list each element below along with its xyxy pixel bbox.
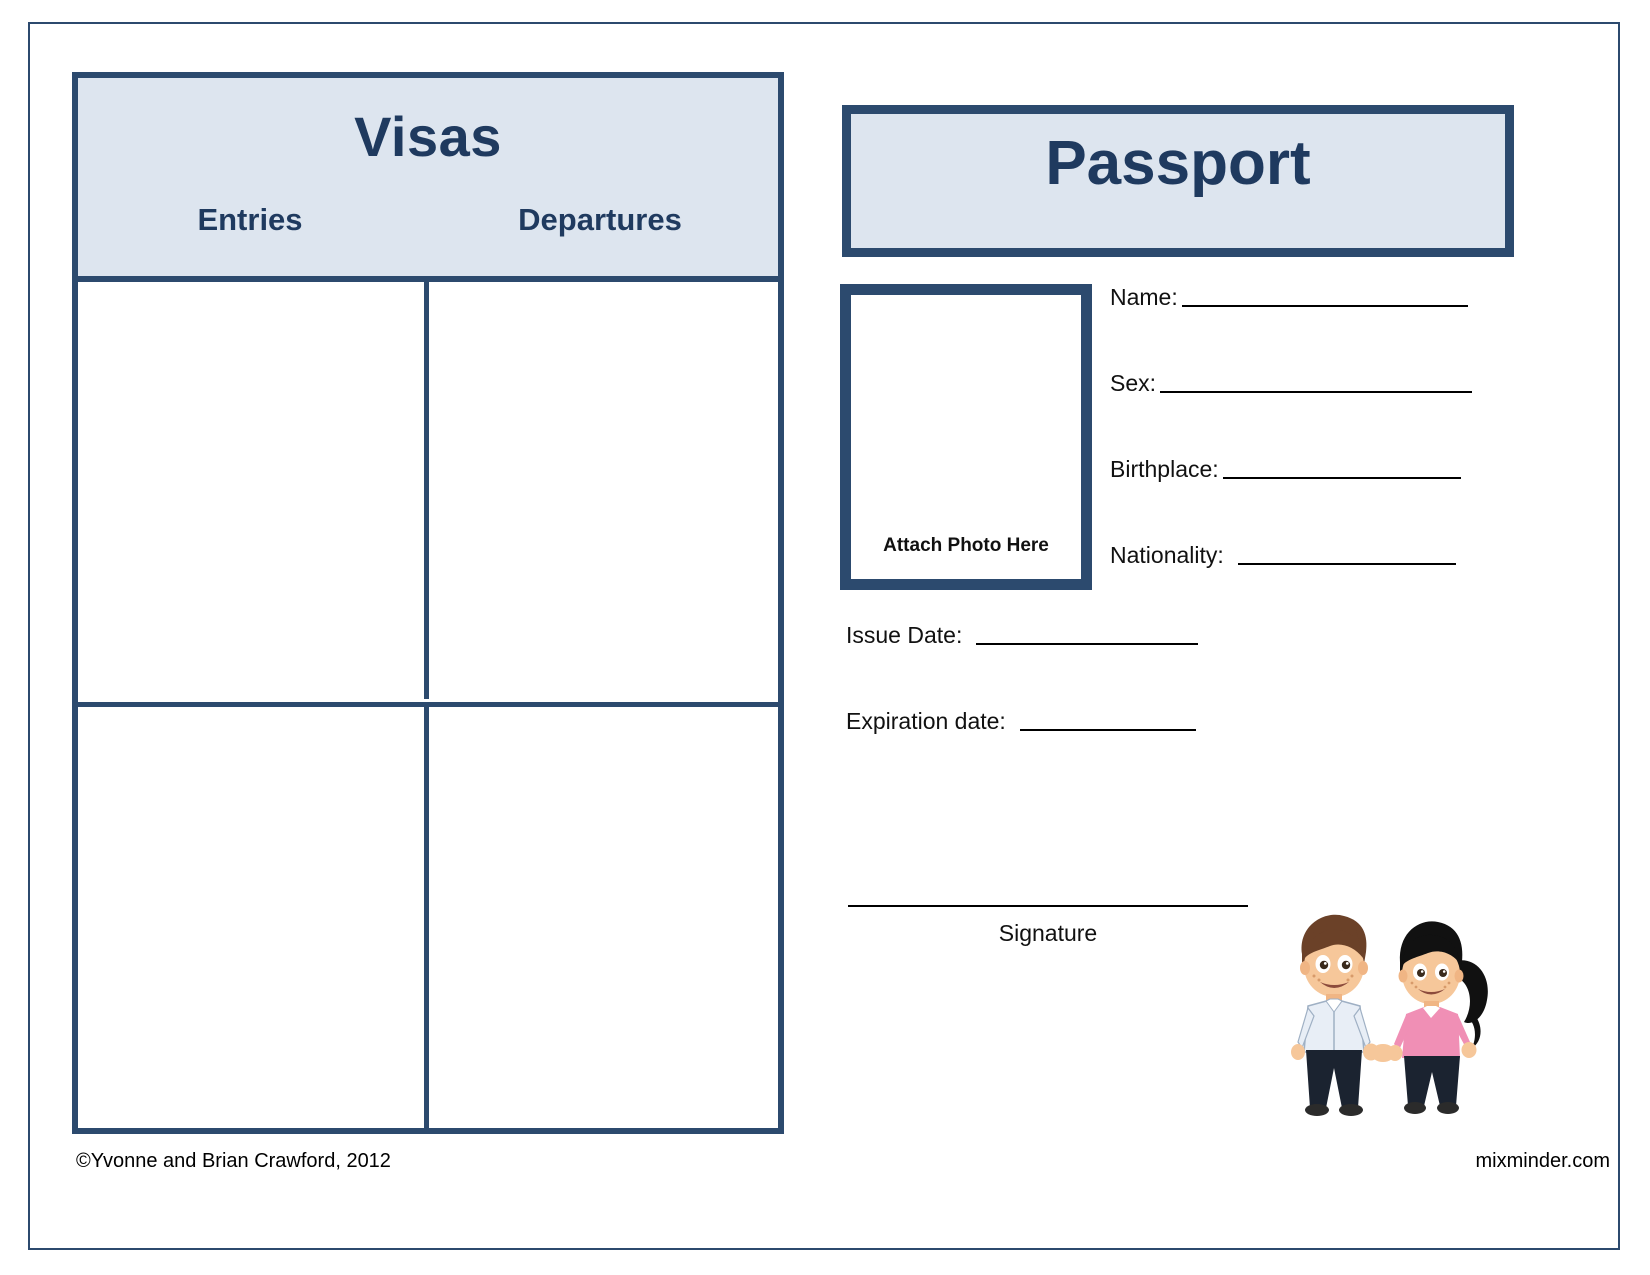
visas-cell-departure-2[interactable]: [434, 714, 778, 1126]
visas-grid-divider-notch: [424, 699, 464, 702]
field-expiration-date[interactable]: [846, 708, 1196, 735]
field-name-label: Name:: [1110, 284, 1178, 310]
visas-cell-departure-1[interactable]: [434, 288, 778, 696]
field-issue-date[interactable]: [846, 622, 1198, 649]
field-sex[interactable]: [1110, 370, 1472, 397]
field-sex-label: Sex:: [1110, 370, 1157, 396]
two-children-holding-hands-icon: [1268, 902, 1498, 1122]
visas-column-header-entries: Entries: [197, 202, 303, 237]
field-birthplace-rule: [1223, 476, 1461, 479]
field-name[interactable]: [1110, 284, 1468, 311]
visas-title: Visas: [354, 105, 502, 168]
field-nationality-rule: [1238, 562, 1456, 565]
field-name-rule: [1182, 304, 1468, 307]
field-issue-date-label: Issue Date:: [846, 622, 963, 648]
field-issue-date-rule: [976, 642, 1198, 645]
visas-column-headers: [78, 202, 778, 238]
visas-grid-vertical-divider: [424, 282, 429, 1134]
passport-title-box: [842, 105, 1514, 257]
signature-rule[interactable]: [848, 904, 1248, 907]
visas-panel: [72, 72, 784, 1134]
field-nationality-label: Nationality:: [1110, 542, 1224, 568]
field-expiration-date-label: Expiration date:: [846, 708, 1006, 734]
visas-grid: [78, 282, 778, 1134]
field-nationality[interactable]: [1110, 542, 1456, 569]
field-birthplace-label: Birthplace:: [1110, 456, 1219, 482]
footer-copyright: ©Yvonne and Brian Crawford, 2012: [76, 1150, 391, 1172]
footer-site: mixminder.com: [1475, 1150, 1610, 1172]
photo-placeholder-label: Attach Photo Here: [883, 535, 1049, 556]
visas-header: [78, 78, 778, 282]
passport-title: Passport: [1045, 129, 1311, 198]
field-birthplace[interactable]: [1110, 456, 1461, 483]
visas-grid-horizontal-divider: [78, 702, 778, 707]
visas-cell-entry-1[interactable]: [84, 288, 418, 696]
photo-attachment-box[interactable]: [840, 284, 1092, 590]
passport-panel: [790, 72, 1620, 1134]
visas-cell-entry-2[interactable]: [84, 714, 418, 1126]
field-expiration-date-rule: [1020, 728, 1196, 731]
signature-label: Signature: [998, 920, 1098, 946]
visas-column-header-departures: Departures: [518, 202, 682, 237]
field-sex-rule: [1160, 390, 1472, 393]
